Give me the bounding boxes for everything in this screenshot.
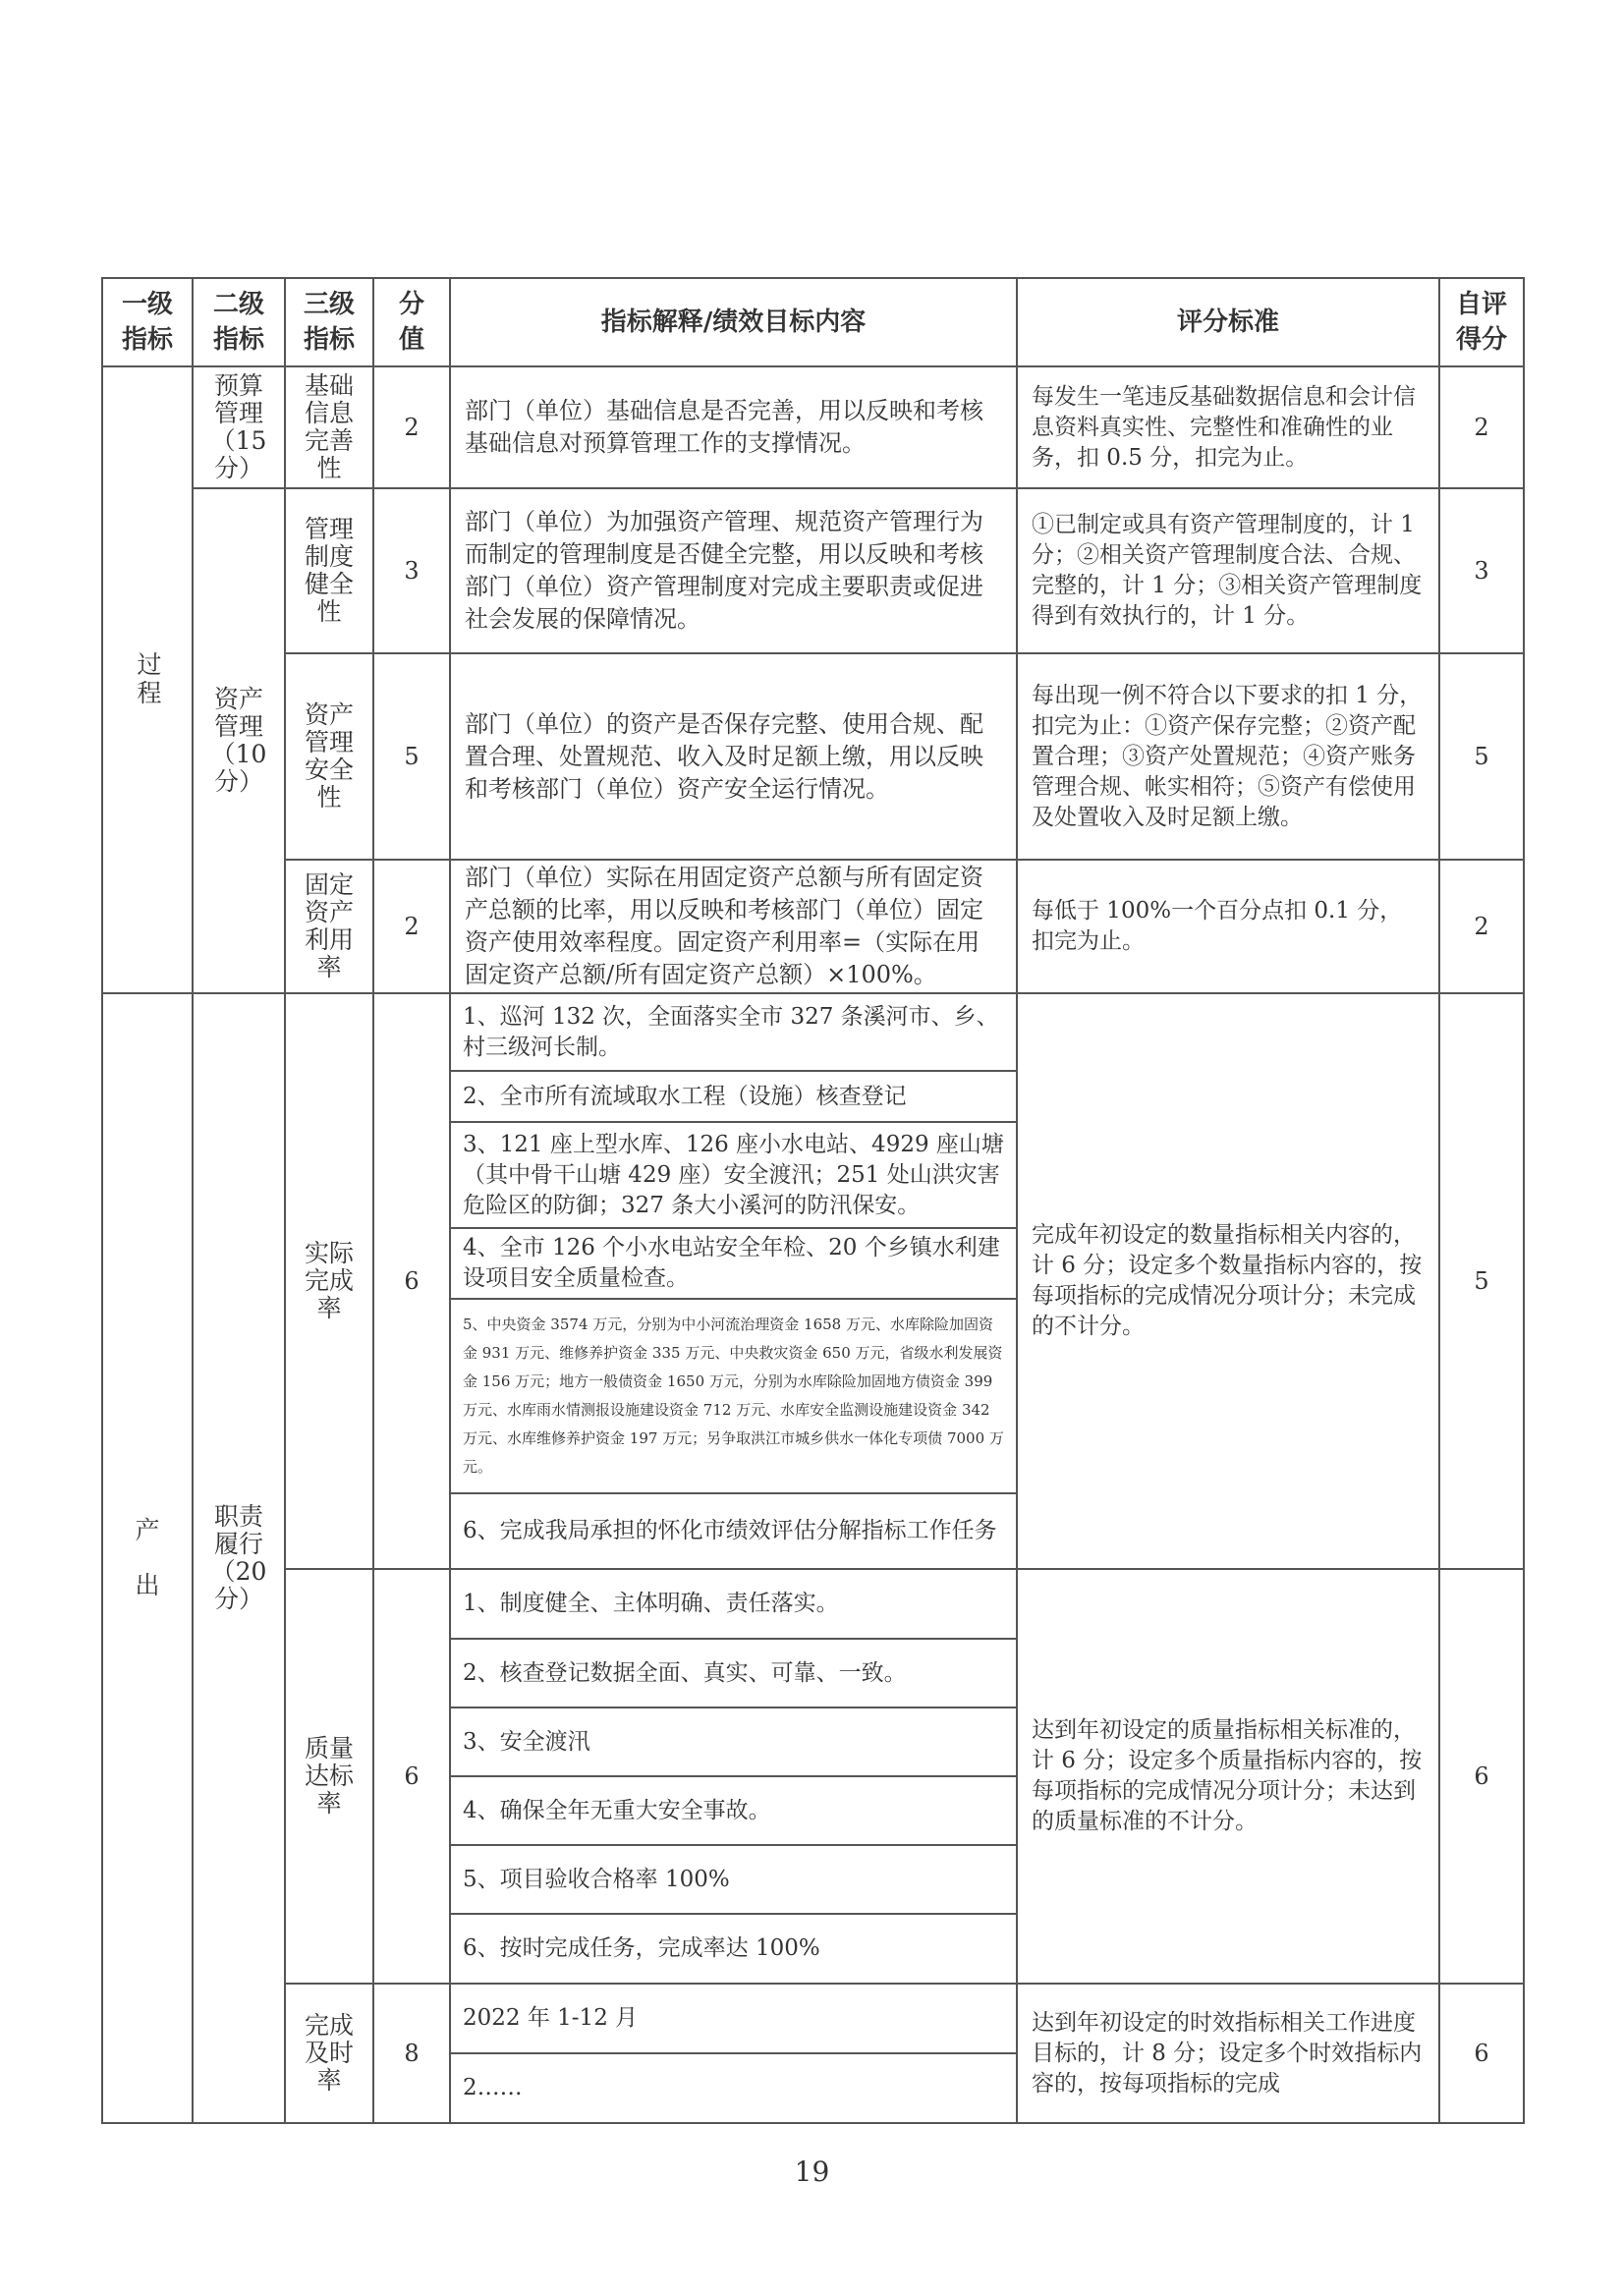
self-score-cell: 2 (1439, 366, 1524, 488)
list-item: 2…… (463, 2075, 523, 2100)
header-self-score: 自评 得分 (1439, 278, 1524, 366)
items-cell (450, 1984, 1017, 2123)
list-item: 6、按时完成任务，完成率达 100% (463, 1935, 820, 1961)
list-item: 5、中央资金 3574 万元，分别为中小河流治理资金 1658 万元、水库除险加固资金 931 万元、维修养护资金 335 万元、中央救灾资金 650 万元，省级水利发展资金 156 万元；地方一般债资金 1650 万元，分别为水库除险加固地方债资金 399 万元、水库雨水情测报设施建设资金 712 万元、水库安全监测设施建设资金 342 万元、水库维修养护资金 197 万元；另争取洪江市城乡供水一体化专项债 7000 万元。 (451, 1299, 1016, 1493)
score-cell: 6 (373, 993, 450, 1569)
self-score-cell: 6 (1439, 1984, 1524, 2123)
level2-budget-mgmt: 预算 管理 （15 分） (193, 366, 285, 488)
performance-evaluation-table (101, 277, 1525, 2124)
table-row (102, 653, 1524, 860)
list-item: 1、巡河 132 次，全面落实全市 327 条溪河市、乡、村三级河长制。 (451, 994, 1016, 1071)
level3-cell: 管理 制度 健全 性 (285, 488, 373, 653)
self-score-cell: 5 (1439, 993, 1524, 1569)
score-cell: 6 (373, 1569, 450, 1984)
content-cell: 部门（单位）基础信息是否完善，用以反映和考核基础信息对预算管理工作的支撑情况。 (450, 366, 1017, 488)
table-row (102, 860, 1524, 993)
level3-cell: 基础 信息 完善 性 (285, 366, 373, 488)
header-content: 指标解释/绩效目标内容 (450, 278, 1017, 366)
standard-cell: 每发生一笔违反基础数据信息和会计信息资料真实性、完整性和准确性的业务，扣 0.5 分，扣完为止。 (1017, 366, 1439, 488)
table-row (102, 1984, 1524, 2123)
header-level3: 三级 指标 (285, 278, 373, 366)
header-level2: 二级 指标 (193, 278, 285, 366)
list-item: 4、确保全年无重大安全事故。 (451, 1776, 1016, 1845)
level3-cell: 资产 管理 安全 性 (285, 653, 373, 860)
items-cell (450, 1569, 1017, 1984)
score-cell: 2 (373, 366, 450, 488)
level1-output: 产 出 (102, 993, 193, 2123)
items-cell (450, 993, 1017, 1569)
level3-cell: 固定 资产 利用 率 (285, 860, 373, 993)
content-cell: 部门（单位）实际在用固定资产总额与所有固定资产总额的比率，用以反映和考核部门（单位）固定资产使用效率程度。固定资产利用率=（实际在用固定资产总额/所有固定资产总额）×100%。 (450, 860, 1017, 993)
header-standard: 评分标准 (1017, 278, 1439, 366)
score-cell: 3 (373, 488, 450, 653)
self-score-cell: 5 (1439, 653, 1524, 860)
level3-cell: 实际 完成 率 (285, 993, 373, 1569)
table-row (102, 366, 1524, 488)
content-cell: 部门（单位）的资产是否保存完整、使用合规、配置合理、处置规范、收入及时足额上缴，用以反映和考核部门（单位）资产安全运行情况。 (450, 653, 1017, 860)
list-item: 3、121 座上型水库、126 座小水电站、4929 座山塘（其中骨干山塘 429 座）安全渡汛；251 处山洪灾害危险区的防御；327 条大小溪河的防汛保安。 (451, 1122, 1016, 1228)
standard-cell: 达到年初设定的质量指标相关标准的，计 6 分；设定多个质量指标内容的，按每项指标的完成情况分项计分；未达到的质量标准的不计分。 (1017, 1569, 1439, 1984)
content-cell: 部门（单位）为加强资产管理、规范资产管理行为而制定的管理制度是否健全完整，用以反映和考核部门（单位）资产管理制度对完成主要职责或促进社会发展的保障情况。 (450, 488, 1017, 653)
quality-items-list (451, 1570, 1016, 1983)
header-level1: 一级 指标 (102, 278, 193, 366)
list-item: 2022 年 1-12 月 (451, 1985, 1016, 2053)
level3-cell: 质量 达标 率 (285, 1569, 373, 1984)
level2-asset-mgmt: 资产 管理 （10 分） (193, 488, 285, 993)
timely-items-list (451, 1985, 1016, 2122)
list-item: 3、安全渡汛 (451, 1707, 1016, 1776)
list-item: 5、项目验收合格率 100% (451, 1845, 1016, 1914)
level3-cell: 完成 及时 率 (285, 1984, 373, 2123)
self-score-cell: 2 (1439, 860, 1524, 993)
actual-items-list (451, 994, 1016, 1568)
page-number: 19 (794, 2155, 830, 2188)
header-row (102, 278, 1524, 366)
standard-cell: 每低于 100%一个百分点扣 0.1 分，扣完为止。 (1017, 860, 1439, 993)
list-item: 2、全市所有流域取水工程（设施）核查登记 (451, 1071, 1016, 1122)
header-score: 分 值 (373, 278, 450, 366)
list-item: 2、核查登记数据全面、真实、可靠、一致。 (451, 1639, 1016, 1707)
score-cell: 8 (373, 1984, 450, 2123)
table-row (102, 488, 1524, 653)
level1-process: 过程 (102, 366, 193, 993)
standard-cell: ①已制定或具有资产管理制度的，计 1 分；②相关资产管理制度合法、合规、完整的，计 1 分；③相关资产管理制度得到有效执行的，计 1 分。 (1017, 488, 1439, 653)
self-score-cell: 3 (1439, 488, 1524, 653)
score-cell: 5 (373, 653, 450, 860)
list-item: 4、全市 126 个小水电站安全年检、20 个乡镇水利建设项目安全质量检查。 (451, 1228, 1016, 1299)
table-row (102, 993, 1524, 1569)
table-row (102, 1569, 1524, 1984)
standard-cell: 完成年初设定的数量指标相关内容的，计 6 分；设定多个数量指标内容的，按每项指标的完成情况分项计分；未完成的不计分。 (1017, 993, 1439, 1569)
list-item: 6、完成我局承担的怀化市绩效评估分解指标工作任务 (463, 1518, 997, 1543)
standard-cell: 每出现一例不符合以下要求的扣 1 分，扣完为止：①资产保存完整；②资产配置合理；③资产处置规范；④资产账务管理合规、帐实相符；⑤资产有偿使用及处置收入及时足额上缴。 (1017, 653, 1439, 860)
standard-cell: 达到年初设定的时效指标相关工作进度目标的，计 8 分；设定多个时效指标内容的，按每项指标的完成 (1017, 1984, 1439, 2123)
self-score-cell: 6 (1439, 1569, 1524, 1984)
score-cell: 2 (373, 860, 450, 993)
level2-duty: 职责 履行 （20 分） (193, 993, 285, 2123)
list-item: 1、制度健全、主体明确、责任落实。 (451, 1570, 1016, 1639)
